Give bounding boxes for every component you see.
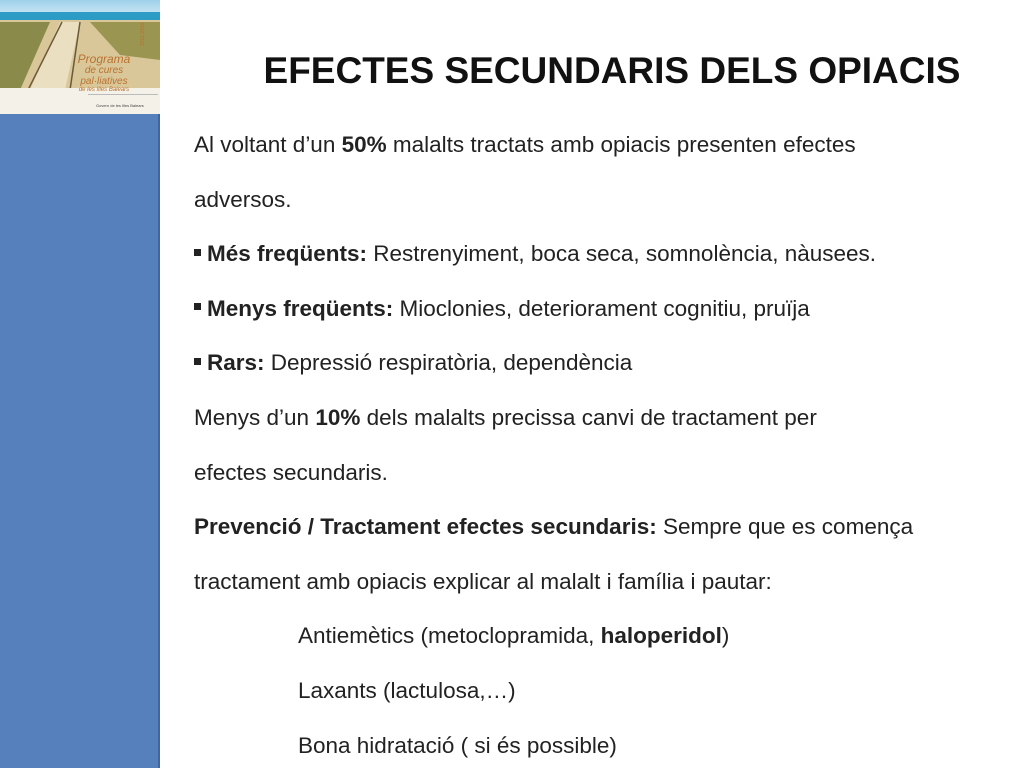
logo-years: 2011-2016 <box>140 22 146 46</box>
change-post: dels malalts precissa canvi de tractament per <box>360 404 817 430</box>
program-logo <box>0 0 160 114</box>
change-cont: efectes secundaris. <box>194 459 388 485</box>
measure-laxants: Laxants (lactulosa,…) <box>298 677 516 703</box>
prevention-text: Sempre que es comença <box>656 514 914 540</box>
prevention-cont: tractament amb opiacis explicar al malalt i família i pautar: <box>194 568 772 594</box>
bullet-square-icon <box>194 249 201 256</box>
intro-pct: 50% <box>341 132 387 157</box>
prevention-label: Prevenció / Tractament efectes secundaris: <box>194 514 657 540</box>
measure-antiemetics <box>194 609 1004 664</box>
logo-title-line2: de cures pal·liatives <box>80 65 128 87</box>
intro-cont: adversos. <box>194 186 292 212</box>
intro-pre: Al voltant d’un <box>194 132 342 157</box>
slide-body <box>194 118 1004 773</box>
sidebar <box>0 0 160 768</box>
bullet-item <box>194 336 1004 391</box>
change-pct: 10% <box>315 404 361 430</box>
antiemetics-pre: Antiemètics (metoclopramida, <box>298 623 601 649</box>
intro-line <box>194 118 1004 173</box>
change-pre: Menys d’un <box>194 404 316 430</box>
bullet-label: Més freqüents: <box>207 241 368 267</box>
antiemetics-bold: haloperidol <box>600 623 722 649</box>
logo-title-line1: Programa <box>77 52 131 66</box>
bullet-text: Mioclonies, deteriorament cognitiu, pruïja <box>393 295 810 321</box>
bullet-label: Rars: <box>207 350 265 376</box>
change-line <box>194 391 1004 446</box>
bullet-text: Depressió respiratòria, dependència <box>264 350 633 376</box>
logo-caption: Govern de les Illes Balears <box>96 103 144 108</box>
bullet-label: Menys freqüents: <box>207 295 394 321</box>
logo-title-line3: de les Illes Balears <box>78 87 130 93</box>
bullet-item <box>194 227 1004 282</box>
logo-title <box>64 54 144 94</box>
prevention-line <box>194 500 1004 555</box>
intro-post: malalts tractats amb opiacis presenten efectes <box>386 132 856 157</box>
measure-hidratacio: Bona hidratació ( si és possible) <box>298 732 617 758</box>
bullet-square-icon <box>194 303 201 310</box>
bullet-square-icon <box>194 358 201 365</box>
antiemetics-post: ) <box>721 623 730 649</box>
bullet-item <box>194 282 1004 337</box>
bullet-text: Restrenyiment, boca seca, somnolència, nàusees. <box>367 241 877 267</box>
slide-title: EFECTES SECUNDARIS DELS OPIACIS <box>263 50 961 91</box>
